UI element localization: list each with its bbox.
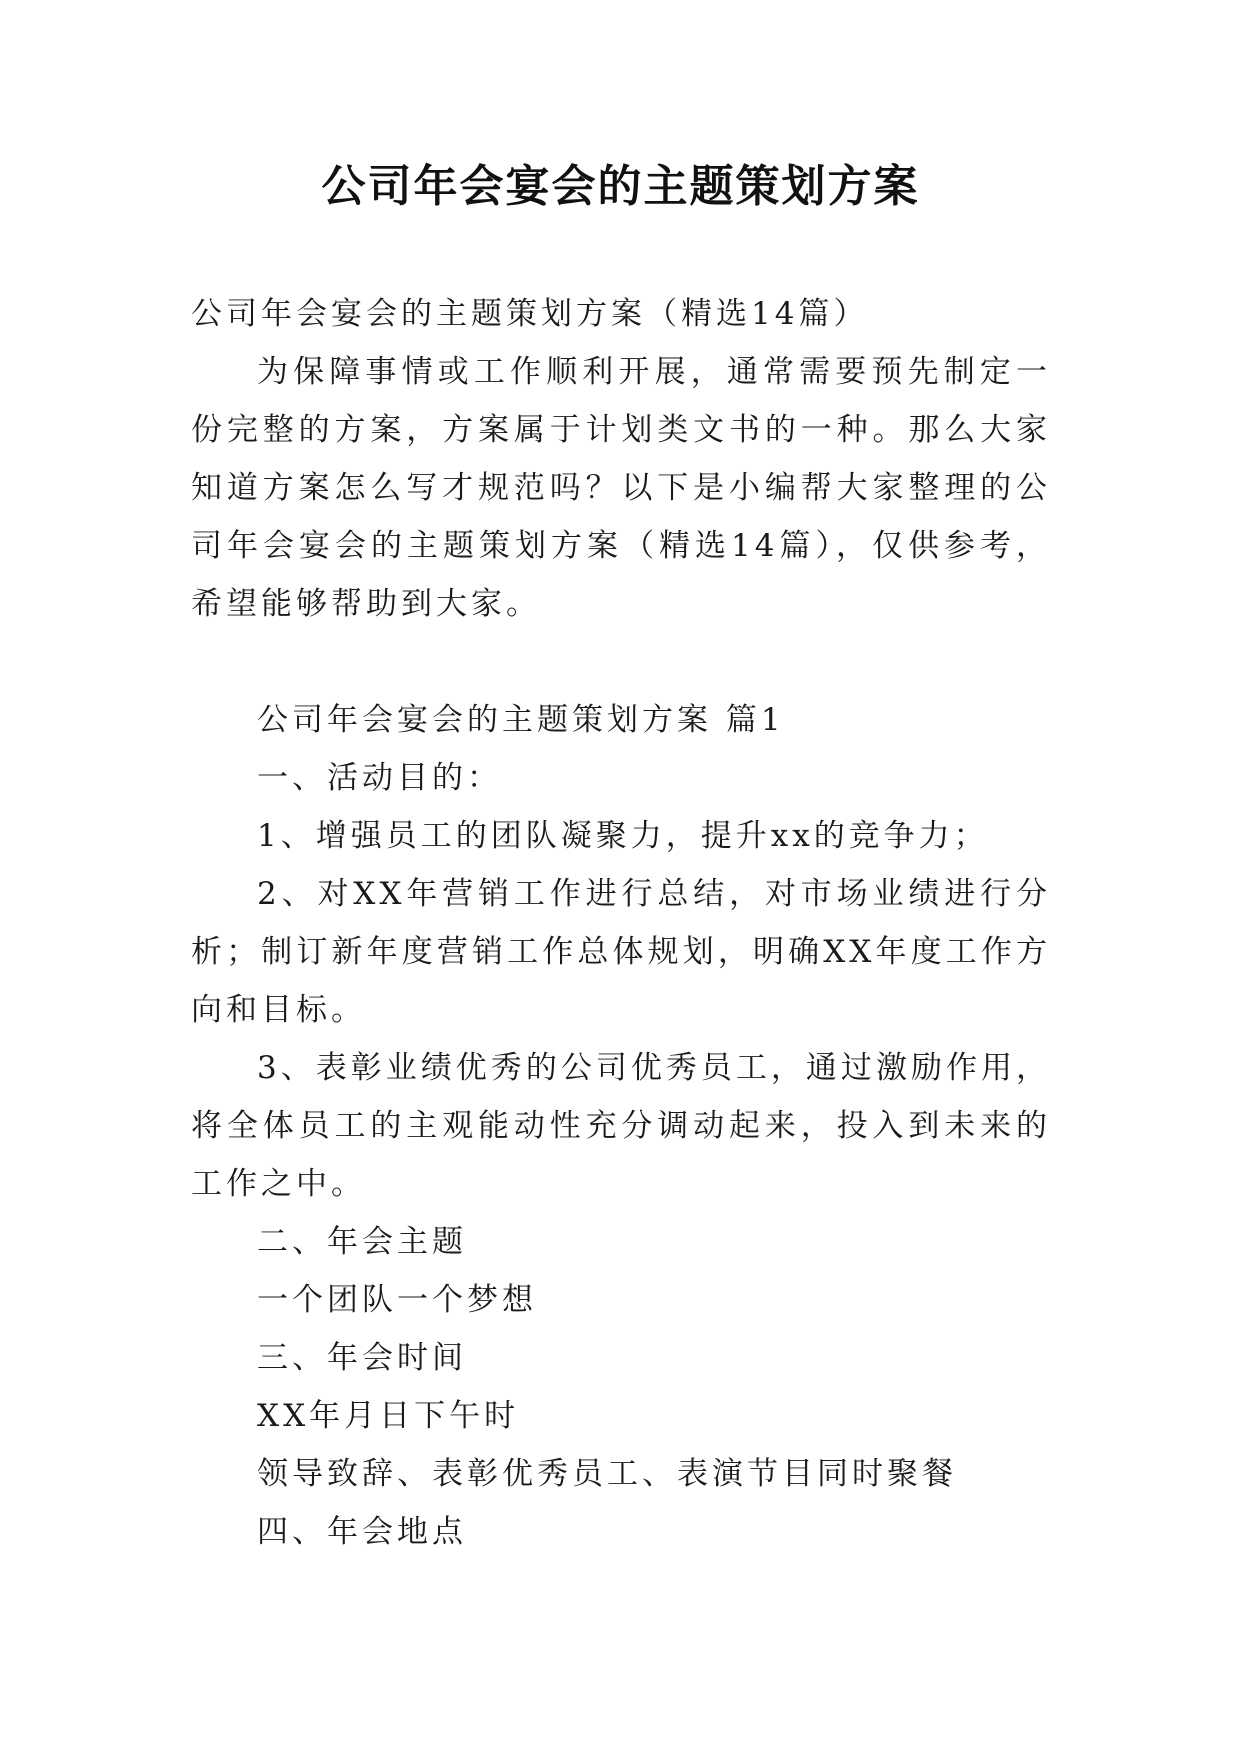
section-heading: 公司年会宴会的主题策划方案 篇1 <box>257 702 785 738</box>
purpose-item-2: 2、对XX年营销工作进行总结，对市场业绩进行分析；制订新年度营销工作总体规划，明确XX年度工作方向和目标。 <box>191 876 1051 1028</box>
purpose-heading: 一、活动目的： <box>257 760 502 796</box>
agenda-text: 领导致辞、表彰优秀员工、表演节目同时聚餐 <box>257 1456 957 1492</box>
intro-paragraph: 为保障事情或工作顺利开展，通常需要预先制定一份完整的方案，方案属于计划类文书的一种。那么大家知道方案怎么写才规范吗？以下是小编帮大家整理的公司年会宴会的主题策划方案（精选14篇），仅供参考，希望能够帮助到大家。 <box>191 354 1051 622</box>
purpose-item-1: 1、增强员工的团队凝聚力，提升xx的竞争力； <box>257 818 989 854</box>
paragraph-gap <box>191 633 1051 691</box>
theme-heading: 二、年会主题 <box>257 1224 467 1260</box>
document-title: 公司年会宴会的主题策划方案 <box>321 161 920 212</box>
document-subtitle: 公司年会宴会的主题策划方案（精选14篇） <box>191 296 869 332</box>
time-heading: 三、年会时间 <box>257 1340 467 1376</box>
location-heading: 四、年会地点 <box>257 1514 467 1550</box>
document-body <box>191 285 1051 1561</box>
purpose-item-3: 3、表彰业绩优秀的公司优秀员工，通过激励作用，将全体员工的主观能动性充分调动起来，投入到未来的工作之中。 <box>191 1050 1051 1202</box>
theme-text: 一个团队一个梦想 <box>257 1282 537 1318</box>
time-text: XX年月日下午时 <box>257 1398 520 1434</box>
